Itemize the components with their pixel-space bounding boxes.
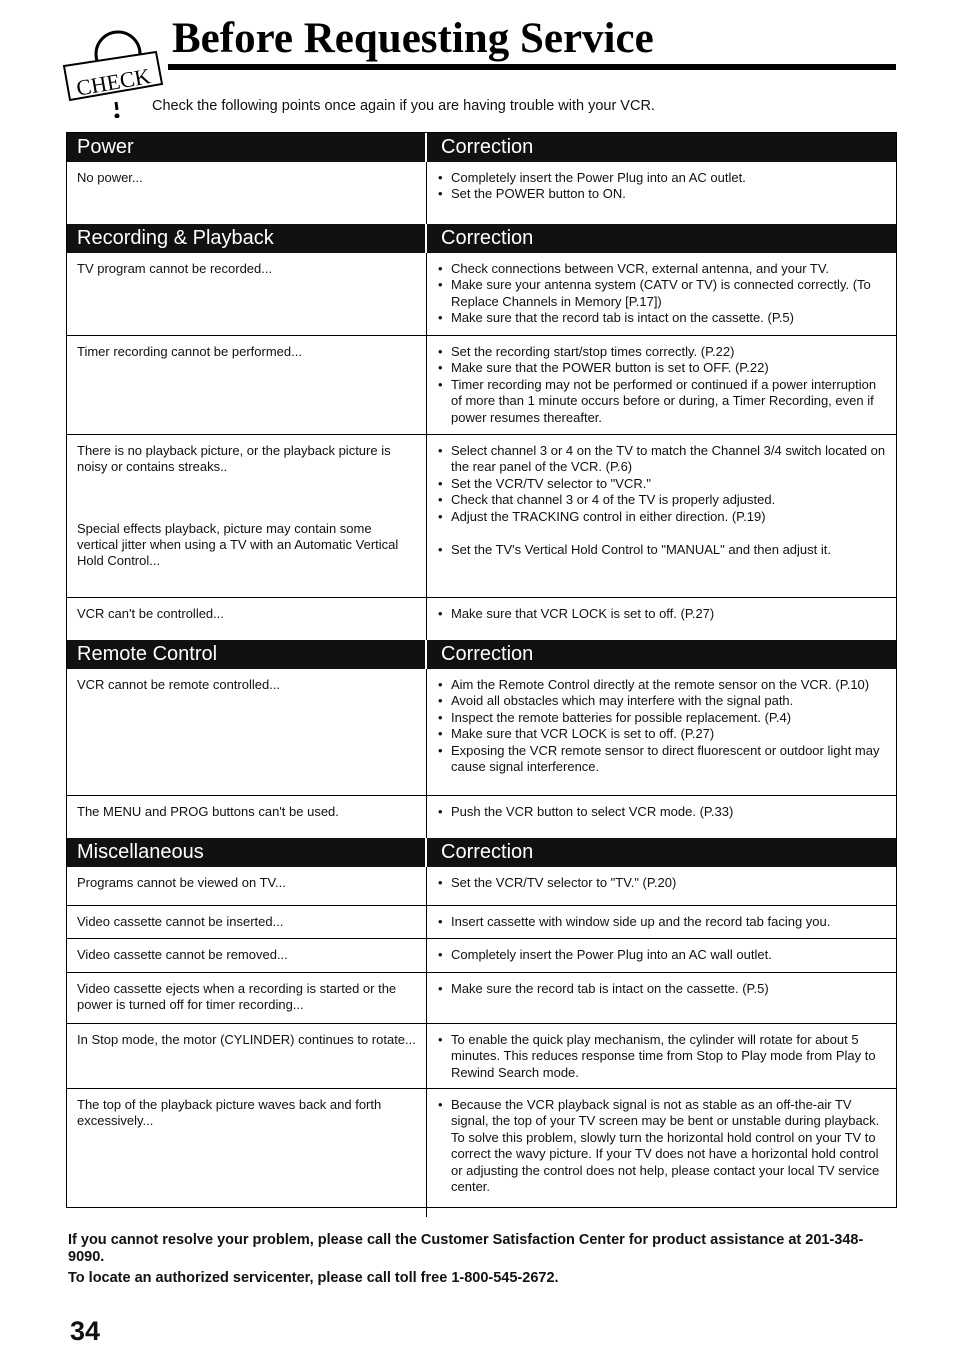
section-title: Recording & Playback xyxy=(67,224,427,253)
correction-list xyxy=(437,804,886,820)
footer-support-line: If you cannot resolve your problem, please call the Customer Satisfaction Center for product assistance at 201-348-9090. xyxy=(68,1232,864,1265)
correction-item: • Insert cassette with window side up and the record tab facing you. xyxy=(437,914,886,930)
footer-servicenter-line: To locate an authorized servicenter, please call toll free 1-800-545-2672. xyxy=(68,1270,559,1286)
correction-list xyxy=(437,981,886,997)
symptom-cell xyxy=(67,669,427,795)
page-number: 34 xyxy=(70,1316,101,1346)
correction-item: • Timer recording may not be performed or continued if a power interruption of more than 1 minute occurs before or during, a Timer Recording, even if power resumes thereafter. xyxy=(437,377,886,426)
table-row xyxy=(67,795,896,838)
symptom-text: The top of the playback picture waves back and forth excessively... xyxy=(77,1097,382,1128)
table-row xyxy=(67,162,896,224)
symptom-cell xyxy=(67,1089,427,1217)
section-correction-title: Correction xyxy=(441,643,534,665)
correction-cell xyxy=(427,973,896,1023)
symptom-text: Timer recording cannot be performed... xyxy=(77,344,302,359)
correction-list xyxy=(437,677,886,775)
correction-item: • Check that channel 3 or 4 of the TV is properly adjusted. xyxy=(437,492,886,508)
correction-item: • Make sure that VCR LOCK is set to off. (P.27) xyxy=(437,726,886,742)
table-row xyxy=(67,972,896,1023)
correction-cell xyxy=(427,906,896,938)
correction-item: • Make sure the record tab is intact on the cassette. (P.5) xyxy=(437,981,886,997)
correction-list xyxy=(437,1032,886,1081)
correction-item: • Inspect the remote batteries for possible replacement. (P.4) xyxy=(437,710,886,726)
table-row xyxy=(67,597,896,640)
correction-item: • Set the recording start/stop times correctly. (P.22) xyxy=(437,344,886,360)
section-title: Remote Control xyxy=(67,640,427,669)
symptom-cell xyxy=(67,939,427,972)
section-title: Miscellaneous xyxy=(67,838,427,867)
symptom-text: No power... xyxy=(77,170,143,185)
correction-list xyxy=(437,1097,886,1195)
correction-cell xyxy=(427,162,896,224)
correction-item: • Adjust the TRACKING control in either direction. (P.19) xyxy=(437,509,886,525)
correction-item: • Make sure your antenna system (CATV or TV) is connected correctly. (To Replace Channels in Memory [P.17]) xyxy=(437,277,886,310)
correction-item: • Set the VCR/TV selector to "TV." (P.20) xyxy=(437,875,886,891)
correction-item: • Because the VCR playback signal is not as stable as an off-the-air TV signal, the top of your TV screen may be bent or unstable during playback. To solve this problem, slowly turn the horizontal hold control on your TV to correct the wavy picture. If your TV does not have a horizontal hold control or adjusting the control does not help, please contact your local TV service center. xyxy=(437,1097,886,1195)
correction-item: • Make sure that the POWER button is set to OFF. (P.22) xyxy=(437,360,886,376)
symptom-text: Video cassette ejects when a recording is started or the power is turned off for timer recording... xyxy=(77,981,397,1012)
table-row xyxy=(67,905,896,938)
correction-list xyxy=(437,261,886,327)
symptom-cell xyxy=(67,435,427,597)
section-header-2 xyxy=(67,640,896,669)
correction-item: • Exposing the VCR remote sensor to direct fluorescent or outdoor light may cause signal interference. xyxy=(437,743,886,776)
correction-cell xyxy=(427,1089,896,1217)
correction-item: • Push the VCR button to select VCR mode. (P.33) xyxy=(437,804,886,820)
correction-item: • Set the TV's Vertical Hold Control to "MANUAL" and then adjust it. xyxy=(437,542,886,558)
page-title: Before Requesting Service xyxy=(172,15,654,62)
correction-cell xyxy=(427,336,896,434)
section-title: Power xyxy=(67,133,427,162)
correction-item: • Completely insert the Power Plug into an AC wall outlet. xyxy=(437,947,886,963)
correction-cell xyxy=(427,435,896,597)
symptom-text: There is no playback picture, or the playback picture is noisy or contains streaks.. xyxy=(77,443,391,474)
intro-text: Check the following points once again if you are having trouble with your VCR. xyxy=(152,98,655,114)
table-row xyxy=(67,867,896,905)
section-correction-title: Correction xyxy=(441,227,534,249)
symptom-text: VCR cannot be remote controlled... xyxy=(77,677,281,692)
symptom-cell xyxy=(67,253,427,335)
correction-cell xyxy=(427,939,896,972)
symptom-cell xyxy=(67,162,427,224)
correction-item: • Check connections between VCR, external antenna, and your TV. xyxy=(437,261,886,277)
check-icon-label: CHECK xyxy=(74,63,153,101)
symptom-cell xyxy=(67,1024,427,1088)
symptom-cell xyxy=(67,973,427,1023)
symptom-text: In Stop mode, the motor (CYLINDER) continues to rotate... xyxy=(77,1032,416,1047)
section-correction-title: Correction xyxy=(441,841,534,863)
correction-item: • Aim the Remote Control directly at the remote sensor on the VCR. (P.10) xyxy=(437,677,886,693)
table-row xyxy=(67,669,896,795)
troubleshooting-table xyxy=(66,132,897,1208)
correction-item: • Avoid all obstacles which may interfere with the signal path. xyxy=(437,693,886,709)
header xyxy=(60,14,900,124)
table-row xyxy=(67,335,896,434)
correction-cell xyxy=(427,669,896,795)
correction-list xyxy=(437,606,886,622)
correction-cell xyxy=(427,796,896,838)
correction-item: • Make sure that the record tab is intact on the cassette. (P.5) xyxy=(437,310,886,326)
correction-list xyxy=(437,914,886,930)
symptom-cell xyxy=(67,867,427,905)
correction-item: • Select channel 3 or 4 on the TV to match the Channel 3/4 switch located on the rear panel of the VCR. (P.6) xyxy=(437,443,886,476)
correction-list xyxy=(437,170,886,203)
section-header-1 xyxy=(67,224,896,253)
correction-list xyxy=(437,947,886,963)
correction-item: • Completely insert the Power Plug into an AC outlet. xyxy=(437,170,886,186)
symptom-cell xyxy=(67,906,427,938)
correction-cell xyxy=(427,253,896,335)
correction-cell xyxy=(427,1024,896,1088)
section-correction-title: Correction xyxy=(441,136,534,158)
table-row xyxy=(67,938,896,972)
symptom-cell xyxy=(67,796,427,838)
symptom-text: TV program cannot be recorded... xyxy=(77,261,273,276)
footer xyxy=(68,1232,888,1291)
correction-list xyxy=(437,875,886,891)
correction-list xyxy=(437,344,886,426)
table-row xyxy=(67,434,896,597)
correction-item: • To enable the quick play mechanism, the cylinder will rotate for about 5 minutes. This reduces response time from Stop to Play mode from Play to Rewind Search mode. xyxy=(437,1032,886,1081)
title-rule xyxy=(168,64,896,70)
symptom-text: Special effects playback, picture may contain some vertical jitter when using a TV with an Automatic Vertical Hold Control... xyxy=(77,521,399,568)
symptom-text: Video cassette cannot be inserted... xyxy=(77,914,284,929)
symptom-cell xyxy=(67,336,427,434)
correction-item: • Make sure that VCR LOCK is set to off. (P.27) xyxy=(437,606,886,622)
symptom-text: Programs cannot be viewed on TV... xyxy=(77,875,286,890)
table-row xyxy=(67,1088,896,1217)
table-row xyxy=(67,253,896,335)
correction-cell xyxy=(427,598,896,640)
correction-cell xyxy=(427,867,896,905)
symptom-text: The MENU and PROG buttons can't be used. xyxy=(77,804,339,819)
symptom-cell xyxy=(67,598,427,640)
symptom-text: VCR can't be controlled... xyxy=(77,606,224,621)
section-header-0 xyxy=(67,133,896,162)
correction-list xyxy=(437,443,886,558)
symptom-text: Video cassette cannot be removed... xyxy=(77,947,288,962)
table-row xyxy=(67,1023,896,1088)
correction-item: • Set the POWER button to ON. xyxy=(437,186,886,202)
correction-item: • Set the VCR/TV selector to "VCR." xyxy=(437,476,886,492)
section-header-3 xyxy=(67,838,896,867)
